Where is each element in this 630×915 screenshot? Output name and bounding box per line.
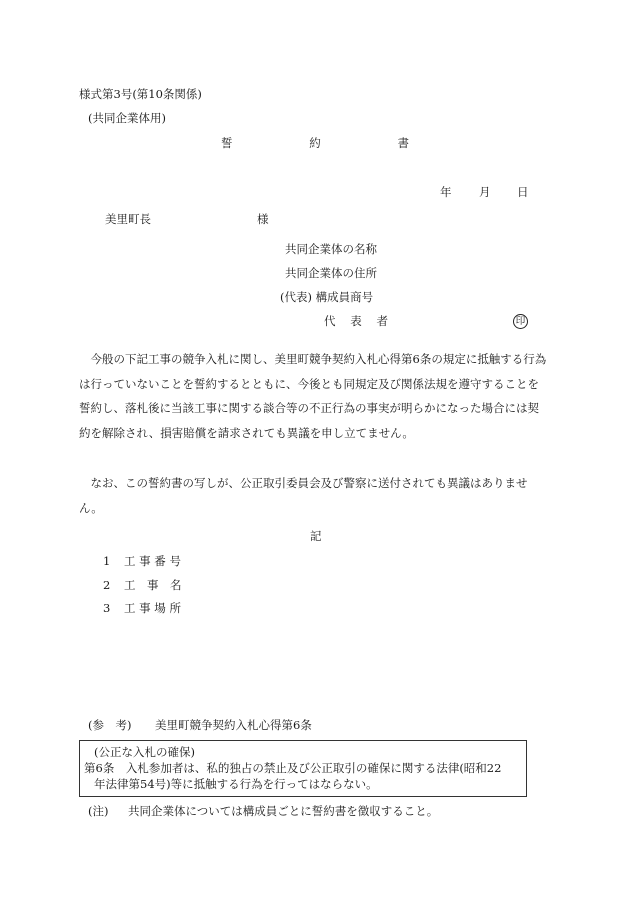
addressee-name: 美里町長 <box>105 212 151 226</box>
title-char: 約 <box>309 136 321 150</box>
article-box <box>79 740 527 797</box>
body-paragraph-1: 今般の下記工事の競争入札に関し、美里町競争契約入札心得第6条の規定に抵触する行為は行っていないことを誓約するとともに、今後とも同規定及び関係法規を遵守することを誓約し、落札後に当該工事に関する談合等の不正行為の事実が明らかになった場合には契約を解除され、損害賠償を請求されても異議を申し立てません。 <box>79 352 547 441</box>
body-paragraph-2: なお、この誓約書の写しが、公正取引委員会及び警察に送付されても異議はありません。 <box>79 476 528 515</box>
form-number: 様式第3号(第10条関係) <box>79 87 202 101</box>
rep-char: 者 <box>376 314 388 328</box>
title-char: 誓 <box>221 136 233 150</box>
article-line-1: 第6条 入札参加者は、私的独占の禁止及び公正取引の確保に関する法律(昭和22 <box>84 761 502 775</box>
reference-text: 美里町競争契約入札心得第6条 <box>155 718 312 732</box>
article-line-2: 年法律第54号)等に抵触する行為を行ってはならない。 <box>94 777 378 791</box>
jv-name-label: 共同企業体の名称 <box>285 242 377 256</box>
page-title <box>221 137 409 151</box>
note-label: (注) <box>88 804 109 818</box>
rep-char: 代 <box>324 314 336 328</box>
rep-char: 表 <box>350 314 362 328</box>
form-subtitle: (共同企業体用) <box>88 111 166 125</box>
ki-heading: 記 <box>310 529 322 543</box>
member-name-label: (代表) 構成員商号 <box>280 290 374 304</box>
reference-label: (参 考) <box>88 718 132 732</box>
date-month: 月 <box>479 185 491 199</box>
item-number: 3 <box>103 601 111 615</box>
article-heading: (公正な入札の確保) <box>94 745 195 759</box>
title-char: 書 <box>397 136 409 150</box>
item-number: 2 <box>103 578 111 592</box>
date-day: 日 <box>517 185 529 199</box>
seal-mark: 印 <box>513 314 528 329</box>
addressee-honorific: 様 <box>257 212 269 226</box>
item-label: 工 事 場 所 <box>124 601 181 615</box>
representative-label <box>324 315 388 329</box>
note-text: 共同企業体については構成員ごとに誓約書を徴収すること。 <box>128 804 439 818</box>
item-label: 工 事 名 <box>124 578 182 592</box>
item-number: 1 <box>103 554 111 568</box>
item-label: 工 事 番 号 <box>124 554 181 568</box>
jv-address-label: 共同企業体の住所 <box>285 266 377 280</box>
date-year: 年 <box>440 185 452 199</box>
